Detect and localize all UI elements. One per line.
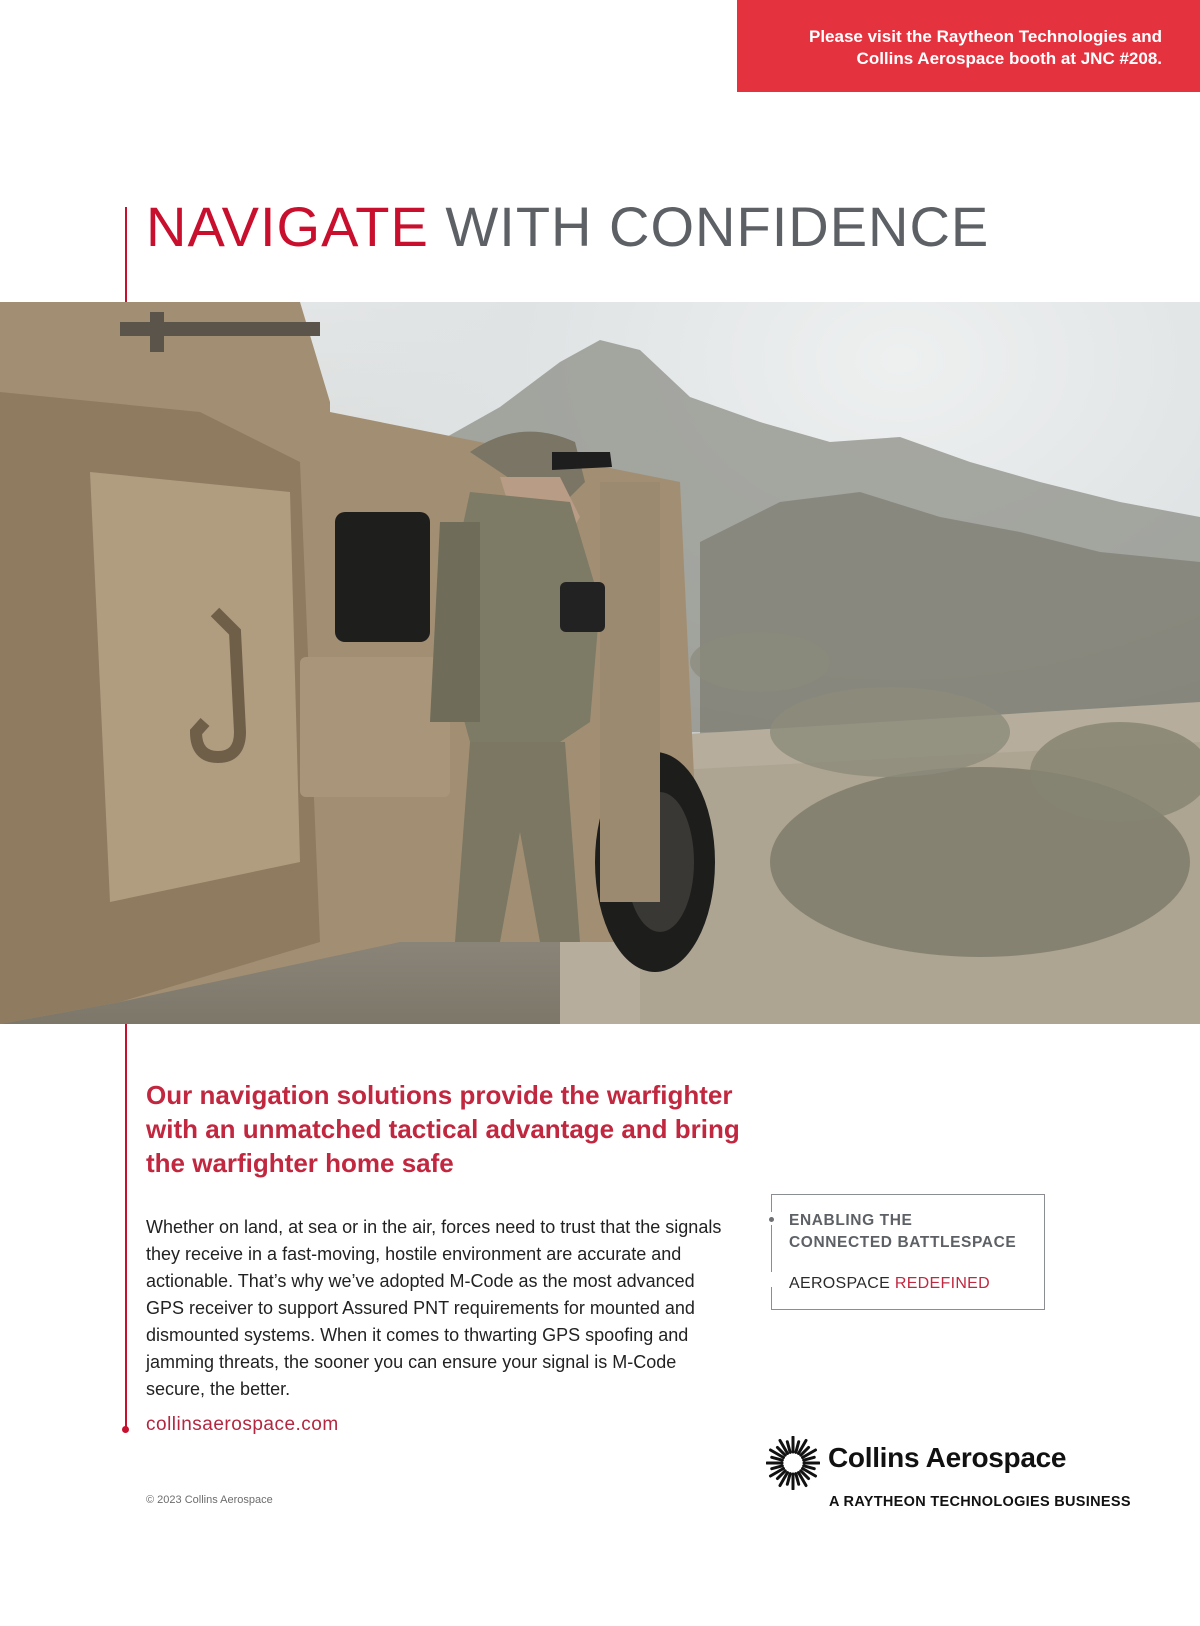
- booth-banner-line1: Please visit the Raytheon Technologies and: [809, 27, 1162, 46]
- logo-wordmark: Collins Aerospace: [828, 1442, 1067, 1473]
- headline-accent: NAVIGATE: [146, 195, 429, 258]
- subhead: Our navigation solutions provide the warfighter with an unmatched tactical advantage and bring the warfighter home safe: [146, 1080, 740, 1178]
- headline-rest: WITH CONFIDENCE: [428, 195, 990, 258]
- sunburst-ray: [796, 1442, 799, 1453]
- headline: [146, 192, 989, 262]
- tagline-redefined: REDEFINED: [894, 1275, 991, 1292]
- tagline-primary-line2: CONNECTED BATTLESPACE: [789, 1234, 1017, 1251]
- sunburst-ray: [787, 1474, 790, 1485]
- copyright: © 2023 Collins Aerospace: [146, 1494, 273, 1506]
- sunburst-ray: [787, 1442, 790, 1453]
- body-copy: Whether on land, at sea or in the air, forces need to trust that the signals they receive in a fast-moving, hostile environment are accurate and actionable. That’s why we’ve adopted M-Code as the most advanced GPS receiver to support Assured PNT requirements for mounted and dismounted systems. When it comes to thwarting GPS spoofing and jamming threats, the sooner you can ensure your signal is M-Code secure, the better.: [146, 1217, 722, 1399]
- tagline-secondary: [789, 1275, 990, 1293]
- website-link[interactable]: collinsaerospace.com: [146, 1414, 339, 1435]
- accent-line-dot: [122, 1426, 129, 1433]
- tagline-dot: [769, 1217, 774, 1222]
- collins-sunburst-icon: [766, 1436, 820, 1490]
- logo-subtitle: A RAYTHEON TECHNOLOGIES BUSINESS: [829, 1494, 1131, 1510]
- booth-banner: [737, 0, 1200, 92]
- sunburst-ray: [796, 1474, 799, 1485]
- booth-banner-line2: Collins Aerospace booth at JNC #208.: [856, 49, 1162, 68]
- hero-photo-illustration: [0, 302, 1200, 1024]
- tagline-box: [771, 1194, 1045, 1310]
- tagline-primary: [789, 1210, 1016, 1254]
- sunburst-ray: [804, 1457, 815, 1460]
- sunburst-ray: [804, 1466, 815, 1469]
- sunburst-ray: [772, 1466, 783, 1469]
- sunburst-ray: [772, 1457, 783, 1460]
- tagline-primary-line1: ENABLING THE: [789, 1212, 913, 1229]
- hero-photo: [0, 302, 1200, 1024]
- tagline-aerospace: AEROSPACE: [789, 1275, 891, 1292]
